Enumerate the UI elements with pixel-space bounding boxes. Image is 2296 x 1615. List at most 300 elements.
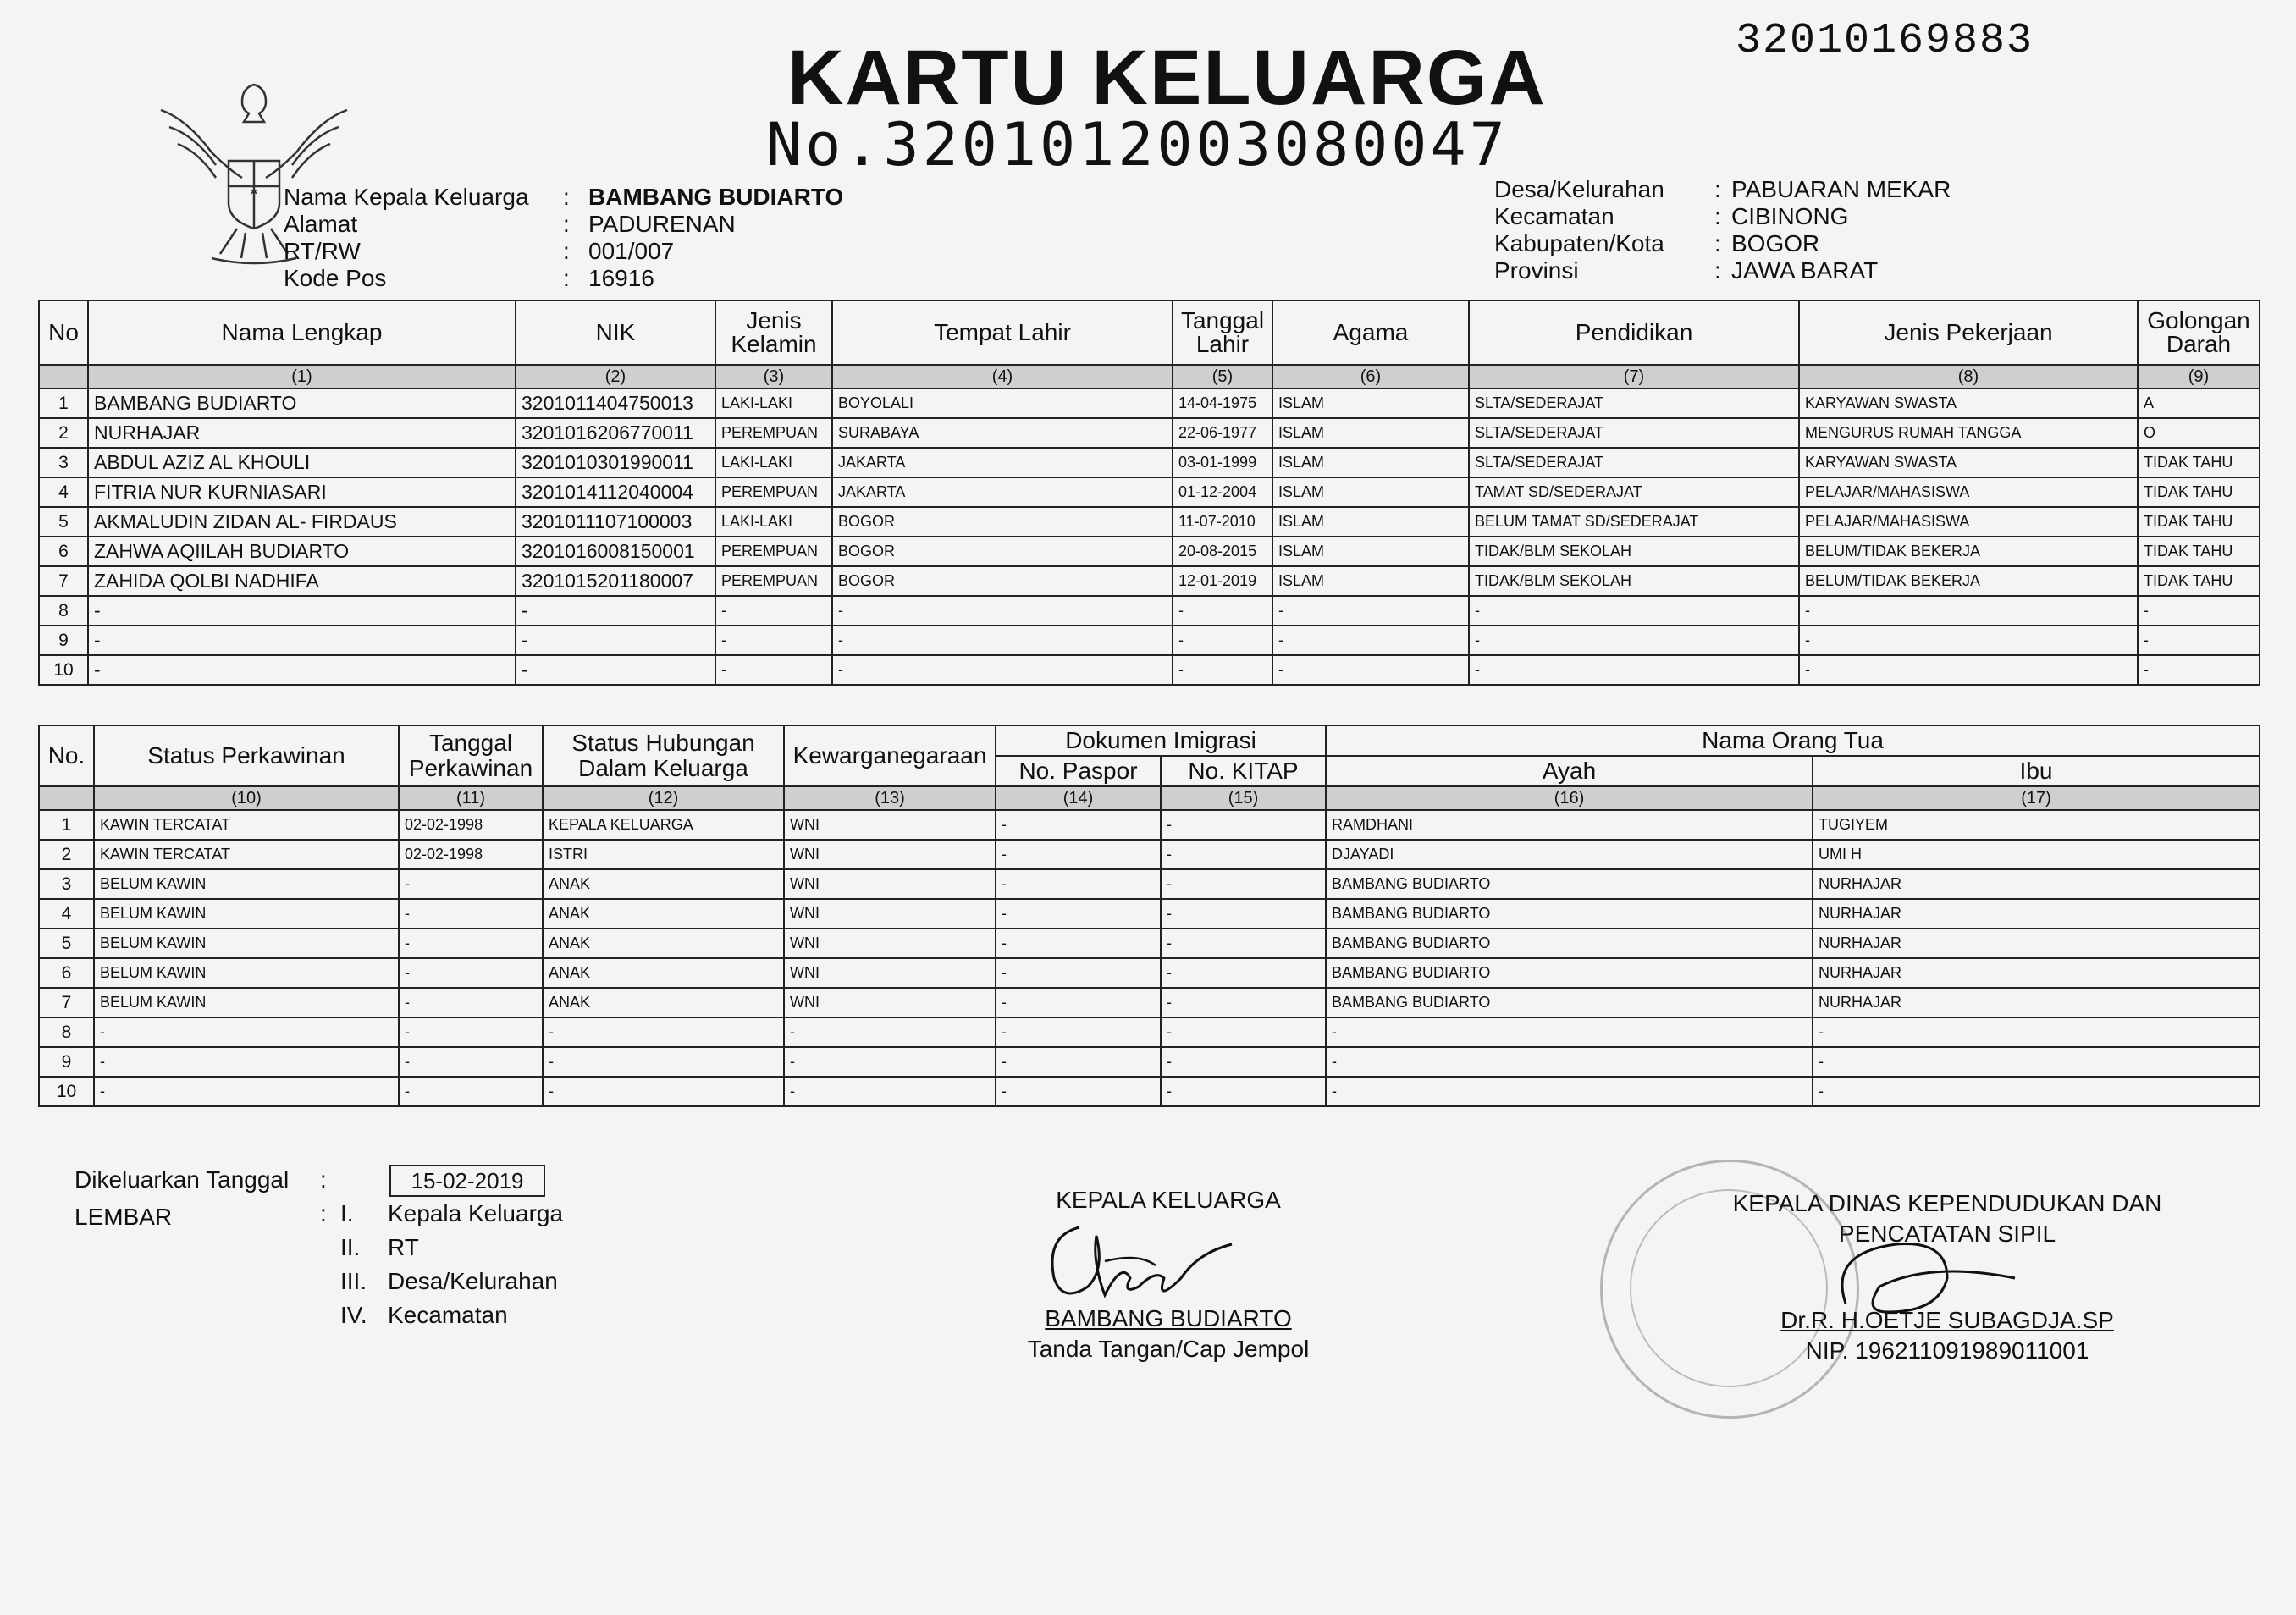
table-cell: 6 [39,958,94,988]
table-cell: WNI [784,840,996,869]
separator: : [563,184,570,210]
value-alamat: PADURENAN [588,211,736,237]
table-cell: ABDUL AZIZ AL KHOULI [88,448,516,477]
table-cell: ISTRI [543,840,784,869]
table-cell: - [715,655,832,685]
header-row-kodepos [284,265,843,292]
table-cell: 02-02-1998 [399,840,543,869]
table-cell: - [94,1017,399,1047]
column-number: (14) [996,786,1161,810]
header-row-provinsi [1494,257,1951,284]
table-cell: PELAJAR/MAHASISWA [1799,477,2138,507]
table-row [39,537,2260,566]
table-cell: 10 [39,655,88,685]
table-cell: - [516,596,715,626]
table-cell: 1 [39,389,88,418]
table-cell: LAKI-LAKI [715,448,832,477]
table-cell: WNI [784,810,996,840]
label-nama-kepala: Nama Kepala Keluarga [284,184,529,210]
table-row [39,596,2260,626]
table-cell: - [88,655,516,685]
table-cell: 3201014112040004 [516,477,715,507]
table-cell: ISLAM [1272,507,1469,537]
column-number: (13) [784,786,996,810]
table-cell: BAMBANG BUDIARTO [1326,929,1813,958]
th-tanggal-lahir-text: Tanggal Lahir [1180,307,1265,357]
table-cell: A [2138,389,2260,418]
table-cell: ISLAM [1272,448,1469,477]
table-cell: ANAK [543,899,784,929]
th-golongan-darah [2138,300,2260,365]
table-cell: 7 [39,566,88,596]
table-cell: 11-07-2010 [1173,507,1272,537]
kepala-caption: Tanda Tangan/Cap Jempol [1027,1336,1310,1362]
lembar-text: Kecamatan [388,1302,508,1328]
table-cell: - [1813,1047,2260,1077]
table-cell: WNI [784,929,996,958]
table-cell: - [1799,596,2138,626]
table-row [39,418,2260,448]
label-kecamatan: Kecamatan [1494,203,1614,229]
separator: : [1714,257,1721,284]
lembar-num: II. [340,1234,361,1260]
table-cell: ZAHWA AQIILAH BUDIARTO [88,537,516,566]
table-cell: ANAK [543,958,784,988]
table-cell: BAMBANG BUDIARTO [1326,958,1813,988]
table-cell: WNI [784,988,996,1017]
column-number: (11) [399,786,543,810]
table-cell: - [1272,596,1469,626]
header-row-alamat [284,211,843,238]
header-row-kecamatan [1494,203,1951,230]
table-cell: 12-01-2019 [1173,566,1272,596]
table-cell: - [996,1077,1161,1106]
th2-tanggal-perkawinan [399,725,543,786]
lembar-text: RT [388,1234,419,1260]
kepala-name-block [991,1304,1346,1364]
label-rtrw: RT/RW [284,238,361,264]
value-provinsi: JAWA BARAT [1731,257,1879,284]
table-cell: ANAK [543,929,784,958]
table-row [39,958,2260,988]
table-cell: 1 [39,810,94,840]
table-cell: - [1161,988,1326,1017]
table-cell: - [1161,840,1326,869]
header-row-kepala [284,184,843,211]
table-cell: - [1326,1047,1813,1077]
table-cell: NURHAJAR [1813,929,2260,958]
column-number: (9) [2138,365,2260,389]
lembar-text: Desa/Kelurahan [388,1268,558,1294]
table-cell: NURHAJAR [1813,869,2260,899]
table-cell: 5 [39,507,88,537]
document-number: No.3201012003080047 [766,110,1509,179]
table-cell: 20-08-2015 [1173,537,1272,566]
table-cell: KEPALA KELUARGA [543,810,784,840]
th2-status-perkawinan-text: Status Perkawinan [147,742,345,769]
table-cell: BOGOR [832,566,1173,596]
table-cell: BELUM KAWIN [94,958,399,988]
table-cell: - [832,655,1173,685]
table-cell: - [1799,626,2138,655]
table-row [39,869,2260,899]
table-row [39,1017,2260,1047]
table-row [39,1077,2260,1106]
table-cell: - [399,1077,543,1106]
table-cell: ZAHIDA QOLBI NADHIFA [88,566,516,596]
column-number: (3) [715,365,832,389]
th-jenis-kelamin-text: Jenis Kelamin [731,307,817,357]
column-number: (10) [94,786,399,810]
table-cell: ISLAM [1272,537,1469,566]
table-cell: 14-04-1975 [1173,389,1272,418]
table-cell: - [1161,1077,1326,1106]
table-cell: - [715,596,832,626]
dinas-title-line-1: KEPALA DINAS KEPENDUDUKAN DAN [1732,1190,2162,1216]
label-provinsi: Provinsi [1494,257,1579,284]
table-cell: BAMBANG BUDIARTO [1326,899,1813,929]
table-cell: NURHAJAR [1813,899,2260,929]
lembar-separator: : [320,1200,327,1226]
table-cell: WNI [784,899,996,929]
column-number: (5) [1173,365,1272,389]
table-cell: - [1813,1017,2260,1047]
table-cell: - [2138,626,2260,655]
th2-no-paspor: No. Paspor [996,756,1161,786]
table-cell: BAMBANG BUDIARTO [1326,869,1813,899]
issued-separator: : [320,1166,327,1193]
column-number: (2) [516,365,715,389]
table-cell: BELUM KAWIN [94,899,399,929]
th-agama: Agama [1272,300,1469,365]
table-cell: LAKI-LAKI [715,389,832,418]
table-cell: TIDAK TAHU [2138,566,2260,596]
separator: : [563,265,570,291]
th2-no-kitap: No. KITAP [1161,756,1326,786]
table-cell: - [996,1017,1161,1047]
table-cell: 4 [39,899,94,929]
table-cell: - [399,869,543,899]
table-cell: BOYOLALI [832,389,1173,418]
table-cell: - [996,840,1161,869]
column-number: (8) [1799,365,2138,389]
table-cell: - [399,958,543,988]
value-nama-kepala: BAMBANG BUDIARTO [588,184,844,210]
table-cell: BELUM TAMAT SD/SEDERAJAT [1469,507,1799,537]
table-cell: - [1161,1017,1326,1047]
issued-label: Dikeluarkan Tanggal [75,1166,290,1193]
table-cell: - [543,1077,784,1106]
th2-status-hubungan-text: Status Hubungan Dalam Keluarga [571,730,755,781]
table-cell: 9 [39,626,88,655]
dinas-nip: NIP. 196211091989011001 [1805,1337,2089,1364]
lembar-num: I. [340,1200,354,1226]
th-golongan-darah-text: Golongan Darah [2147,307,2250,357]
column-number: (7) [1469,365,1799,389]
header-right [1494,176,1951,284]
table-cell: 03-01-1999 [1173,448,1272,477]
table-cell: 3 [39,448,88,477]
table-cell: 3 [39,869,94,899]
header-row-rtrw [284,238,843,265]
table-cell: - [1469,626,1799,655]
table-cell: 01-12-2004 [1173,477,1272,507]
table-cell: SLTA/SEDERAJAT [1469,448,1799,477]
table-cell: - [996,899,1161,929]
table-cell: - [399,988,543,1017]
table-cell: 3201015201180007 [516,566,715,596]
table-cell: 2 [39,840,94,869]
table-cell: - [94,1047,399,1077]
table-cell: - [784,1047,996,1077]
table-cell: 8 [39,1017,94,1047]
kepala-name: BAMBANG BUDIARTO [1045,1305,1292,1331]
table-cell: 6 [39,537,88,566]
th-jenis-pekerjaan: Jenis Pekerjaan [1799,300,2138,365]
table-cell: - [1326,1077,1813,1106]
table-cell: PEREMPUAN [715,566,832,596]
table-cell: UMI H [1813,840,2260,869]
label-kodepos: Kode Pos [284,265,387,291]
table-cell: 5 [39,929,94,958]
value-rtrw: 001/007 [588,238,675,264]
label-desa: Desa/Kelurahan [1494,176,1664,202]
table-cell: - [1161,929,1326,958]
lembar-label: LEMBAR [75,1204,173,1230]
table-cell: - [996,929,1161,958]
table-cell: - [784,1017,996,1047]
table-row [39,929,2260,958]
table-cell: - [88,626,516,655]
table-cell: NURHAJAR [1813,958,2260,988]
family-status-table [38,725,2260,1107]
table-cell: - [2138,596,2260,626]
table-cell: - [1469,655,1799,685]
column-number [39,786,94,810]
table-cell: WNI [784,958,996,988]
table-cell: - [996,988,1161,1017]
table-cell: ISLAM [1272,389,1469,418]
table-cell: SURABAYA [832,418,1173,448]
th2-ibu: Ibu [1813,756,2260,786]
value-kabupaten: BOGOR [1731,230,1820,256]
table-cell: 3201016206770011 [516,418,715,448]
table-cell: - [516,655,715,685]
lembar-item [340,1265,563,1298]
table-cell: BELUM KAWIN [94,988,399,1017]
column-number: (16) [1326,786,1813,810]
table-cell: JAKARTA [832,477,1173,507]
document-title: KARTU KELUARGA [787,35,1547,121]
table-cell: PELAJAR/MAHASISWA [1799,507,2138,537]
table-row [39,988,2260,1017]
table-cell: LAKI-LAKI [715,507,832,537]
family-status-body [39,810,2260,1106]
value-desa: PABUARAN MEKAR [1731,176,1951,202]
th-nama-lengkap: Nama Lengkap [88,300,516,365]
dinas-name: Dr.R. H.OETJE SUBAGDJA.SP [1780,1307,2114,1333]
table-cell: 2 [39,418,88,448]
th-tempat-lahir: Tempat Lahir [832,300,1173,365]
table-cell: - [1161,958,1326,988]
th-nik: NIK [516,300,715,365]
table-cell: - [399,899,543,929]
th2-nama-orang-tua: Nama Orang Tua [1326,725,2260,756]
issued-date: 15-02-2019 [389,1165,545,1197]
table-cell: - [516,626,715,655]
th2-ayah: Ayah [1326,756,1813,786]
table-cell: - [1161,810,1326,840]
table-cell: - [1799,655,2138,685]
table-cell: TIDAK/BLM SEKOLAH [1469,537,1799,566]
table-cell: SLTA/SEDERAJAT [1469,418,1799,448]
table-cell: - [543,1017,784,1047]
table-cell: TAMAT SD/SEDERAJAT [1469,477,1799,507]
table-row [39,389,2260,418]
table-cell: - [1469,596,1799,626]
table-cell: BELUM/TIDAK BEKERJA [1799,566,2138,596]
column-number-row [39,786,2260,810]
table-cell: KARYAWAN SWASTA [1799,448,2138,477]
table-cell: - [784,1077,996,1106]
table-cell: - [1173,655,1272,685]
table-cell: - [715,626,832,655]
table-cell: 8 [39,596,88,626]
table-cell: WNI [784,869,996,899]
table-cell: KAWIN TERCATAT [94,810,399,840]
table-cell: MENGURUS RUMAH TANGGA [1799,418,2138,448]
th2-tanggal-perkawinan-text: Tanggal Perkawinan [408,730,533,781]
value-kecamatan: CIBINONG [1731,203,1849,229]
table-cell: O [2138,418,2260,448]
table-cell: TIDAK TAHU [2138,537,2260,566]
lembar-text: Kepala Keluarga [388,1200,564,1226]
separator: : [1714,176,1721,202]
table-row [39,810,2260,840]
table-row [39,507,2260,537]
header-row-kabupaten [1494,230,1951,257]
table-cell: 3201016008150001 [516,537,715,566]
column-number: (6) [1272,365,1469,389]
dinas-title-line-2: PENCATATAN SIPIL [1838,1221,2056,1247]
header-row-desa [1494,176,1951,203]
lembar-list [340,1197,563,1332]
table-row [39,566,2260,596]
lembar-num: III. [340,1268,367,1294]
table-cell: PEREMPUAN [715,537,832,566]
table-cell: TIDAK/BLM SEKOLAH [1469,566,1799,596]
table-cell: BOGOR [832,537,1173,566]
table-cell: ISLAM [1272,566,1469,596]
table-row [39,626,2260,655]
table-cell: 02-02-1998 [399,810,543,840]
table-cell: ANAK [543,988,784,1017]
lembar-num: IV. [340,1302,367,1328]
table-cell: ISLAM [1272,477,1469,507]
th2-status-hubungan [543,725,784,786]
lembar-item [340,1298,563,1332]
table-cell: TIDAK TAHU [2138,448,2260,477]
column-number: (1) [88,365,516,389]
table-cell: BELUM KAWIN [94,929,399,958]
family-members-body [39,389,2260,685]
table-cell: - [996,1047,1161,1077]
column-number: (17) [1813,786,2260,810]
column-number-row [39,365,2260,389]
table-cell: BELUM KAWIN [94,869,399,899]
table-cell: DJAYADI [1326,840,1813,869]
table-cell: - [832,626,1173,655]
table-cell: - [996,869,1161,899]
table-cell: NURHAJAR [88,418,516,448]
column-number: (4) [832,365,1173,389]
table-cell: NURHAJAR [1813,988,2260,1017]
table-cell: - [1161,899,1326,929]
table-cell: - [399,929,543,958]
lembar-item [340,1231,563,1265]
table-cell: AKMALUDIN ZIDAN AL- FIRDAUS [88,507,516,537]
table-cell: - [1813,1077,2260,1106]
table-cell: - [1272,655,1469,685]
table-cell: - [94,1077,399,1106]
th-jenis-kelamin [715,300,832,365]
serial-number: 32010169883 [1736,17,2034,65]
table-cell: - [543,1047,784,1077]
table-cell: 3201010301990011 [516,448,715,477]
table-cell: - [2138,655,2260,685]
table-cell: TIDAK TAHU [2138,477,2260,507]
th-no: No [39,300,88,365]
label-alamat: Alamat [284,211,358,237]
table-cell: SLTA/SEDERAJAT [1469,389,1799,418]
th2-dokumen-imigrasi: Dokumen Imigrasi [996,725,1326,756]
kepala-title: KEPALA KELUARGA [1056,1187,1281,1213]
table-cell: RAMDHANI [1326,810,1813,840]
table-cell: - [832,596,1173,626]
table-cell: BOGOR [832,507,1173,537]
table-cell: 7 [39,988,94,1017]
separator: : [1714,230,1721,256]
column-number: (12) [543,786,784,810]
table-cell: 9 [39,1047,94,1077]
table-row [39,448,2260,477]
table-cell: BELUM/TIDAK BEKERJA [1799,537,2138,566]
column-number: (15) [1161,786,1326,810]
table-cell: - [996,958,1161,988]
th2-kewarganegaraan: Kewarganegaraan [784,725,996,786]
table-cell: - [399,1017,543,1047]
th2-status-perkawinan [94,725,399,786]
table-cell: 3201011404750013 [516,389,715,418]
table-cell: JAKARTA [832,448,1173,477]
table-cell: ANAK [543,869,784,899]
table-cell: KARYAWAN SWASTA [1799,389,2138,418]
table-cell: 3201011107100003 [516,507,715,537]
table-cell: PEREMPUAN [715,477,832,507]
separator: : [563,211,570,237]
table-row [39,655,2260,685]
table-cell: TIDAK TAHU [2138,507,2260,537]
th2-no: No. [39,725,94,786]
separator: : [563,238,570,264]
table-cell: ISLAM [1272,418,1469,448]
table-cell: - [1161,869,1326,899]
family-members-table [38,300,2260,686]
table-cell: - [996,810,1161,840]
table-row [39,477,2260,507]
table-row [39,899,2260,929]
lembar-item [340,1197,563,1231]
